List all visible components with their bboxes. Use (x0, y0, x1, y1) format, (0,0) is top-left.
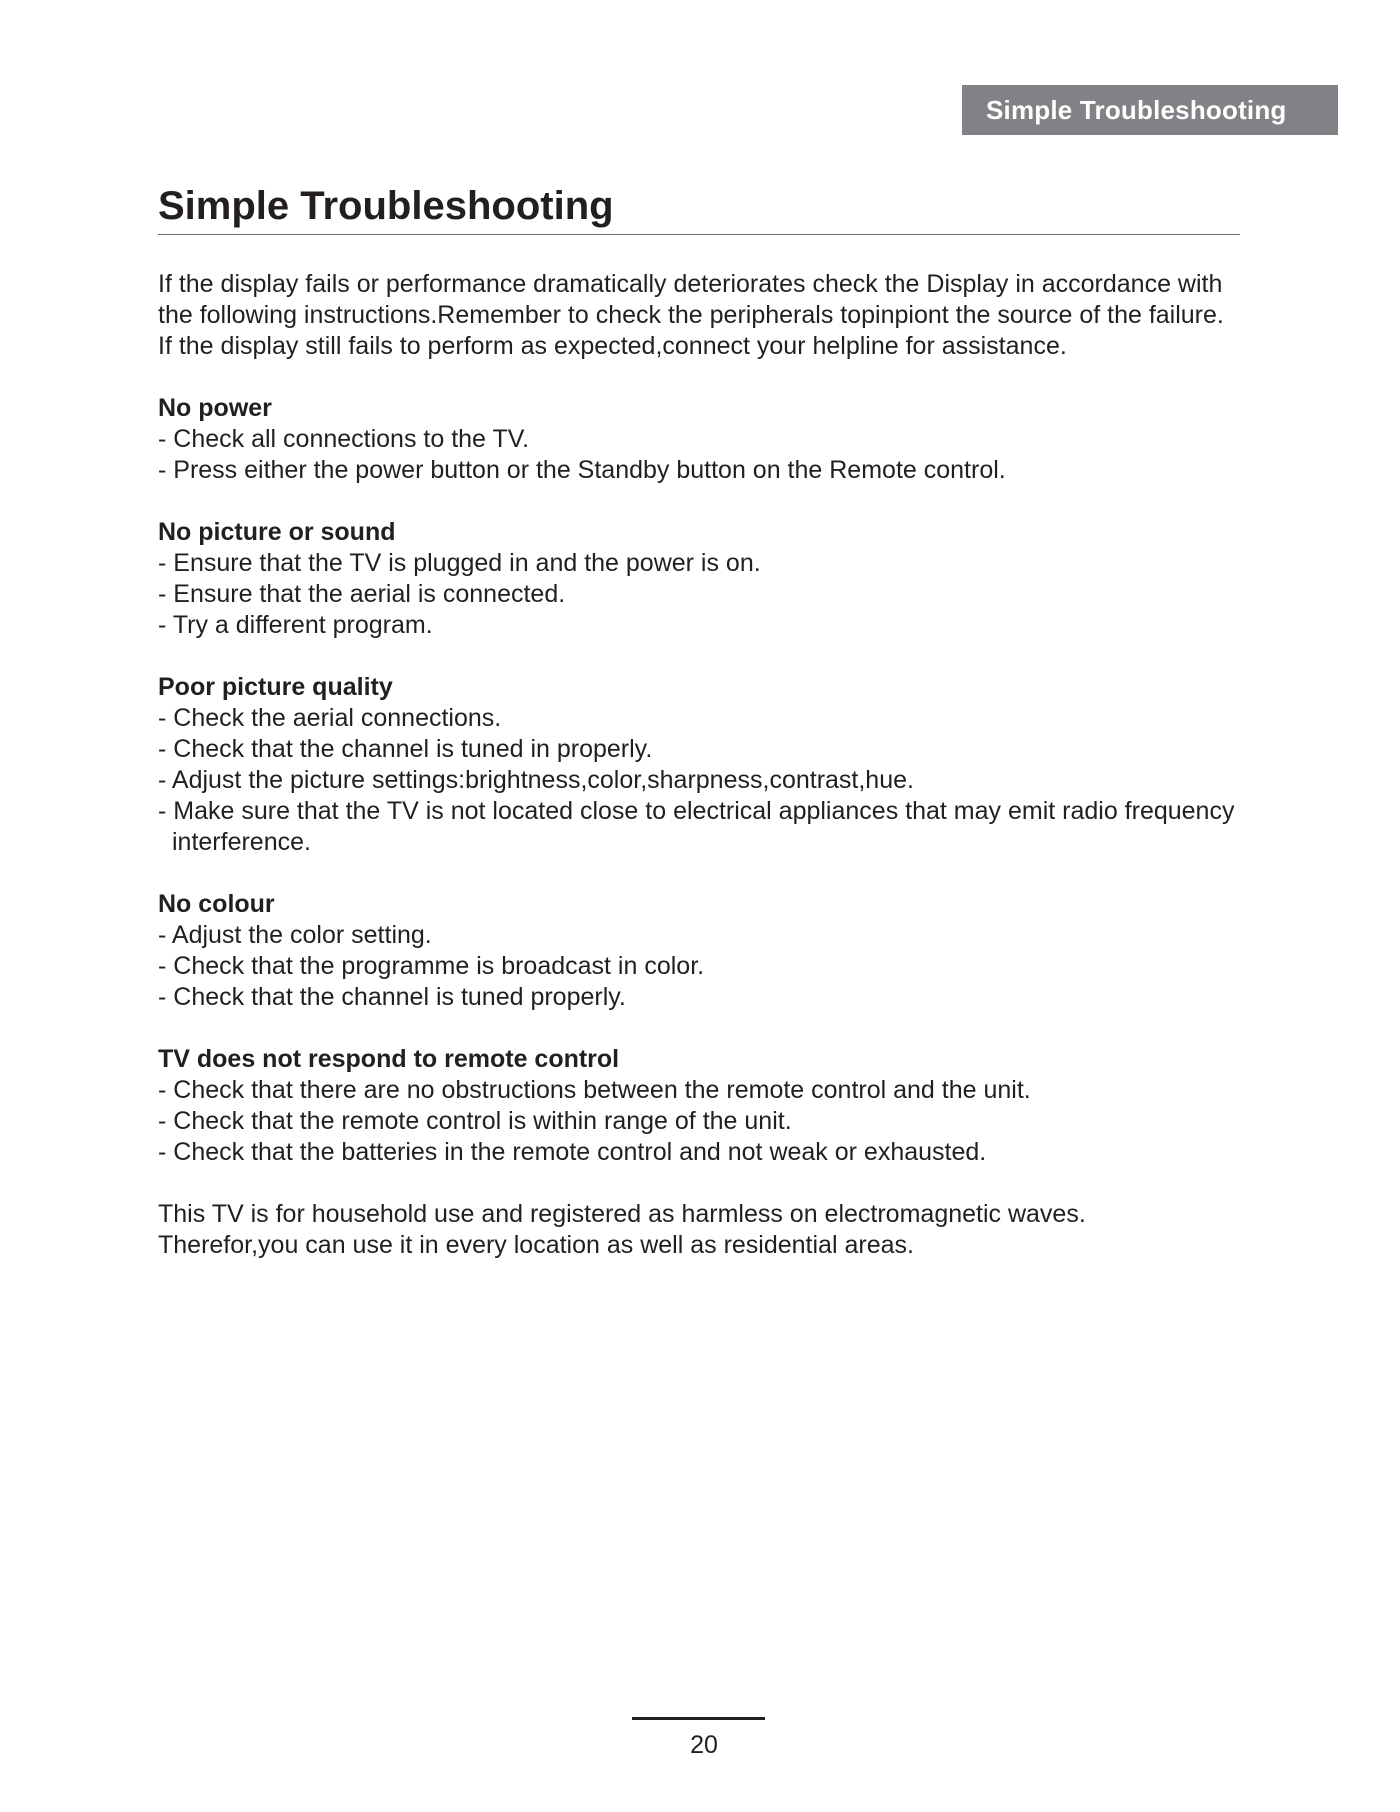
section-heading: No power (158, 394, 272, 422)
section-no-picture-or-sound (158, 517, 1258, 641)
list-item: - Check that the programme is broadcast in color. (158, 952, 705, 980)
title-divider (158, 234, 1240, 235)
section-heading: Poor picture quality (158, 673, 393, 701)
list-item: - Try a different program. (158, 611, 433, 639)
list-item: - Check all connections to the TV. (158, 425, 530, 453)
list-item: - Adjust the color setting. (158, 921, 432, 949)
list-item: - Check that the remote control is within range of the unit. (158, 1107, 792, 1135)
page-content (158, 269, 1258, 1261)
section-heading: No colour (158, 890, 275, 918)
list-item: - Adjust the picture settings:brightness,color,sharpness,contrast,hue. (158, 766, 914, 794)
list-item: - Check that the channel is tuned in properly. (158, 735, 653, 763)
list-item: - Check the aerial connections. (158, 704, 502, 732)
list-item: - Check that the batteries in the remote control and not weak or exhausted. (158, 1138, 987, 1166)
list-item: - Make sure that the TV is not located close to electrical appliances that may emit radio frequency interference. (158, 797, 1235, 856)
list-item: - Check that the channel is tuned properly. (158, 983, 626, 1011)
intro-paragraph: If the display still fails to perform as expected,connect your helpline for assistance. (158, 332, 1067, 360)
section-no-colour (158, 889, 1258, 1013)
section-remote-control (158, 1044, 1258, 1168)
list-item: - Ensure that the TV is plugged in and the power is on. (158, 549, 761, 577)
list-item: - Press either the power button or the Standby button on the Remote control. (158, 456, 1006, 484)
page-number: 20 (690, 1731, 718, 1759)
page-title: Simple Troubleshooting (158, 184, 614, 228)
closing-note (158, 1199, 1258, 1261)
section-heading: TV does not respond to remote control (158, 1045, 620, 1073)
footer-divider (632, 1717, 765, 1720)
section-tab: Simple Troubleshooting (962, 85, 1338, 135)
list-item: - Check that there are no obstructions between the remote control and the unit. (158, 1076, 1031, 1104)
section-no-power (158, 393, 1258, 486)
closing-line: This TV is for household use and registered as harmless on electromagnetic waves. (158, 1200, 1086, 1228)
intro-paragraph: If the display fails or performance dramatically deteriorates check the Display in accordance with the following instructions.Remember to check the peripherals topinpiont the source of the failure. (158, 270, 1224, 329)
section-poor-picture-quality (158, 672, 1258, 858)
list-item: - Ensure that the aerial is connected. (158, 580, 566, 608)
closing-line: Therefor,you can use it in every location as well as residential areas. (158, 1231, 914, 1259)
section-heading: No picture or sound (158, 518, 396, 546)
